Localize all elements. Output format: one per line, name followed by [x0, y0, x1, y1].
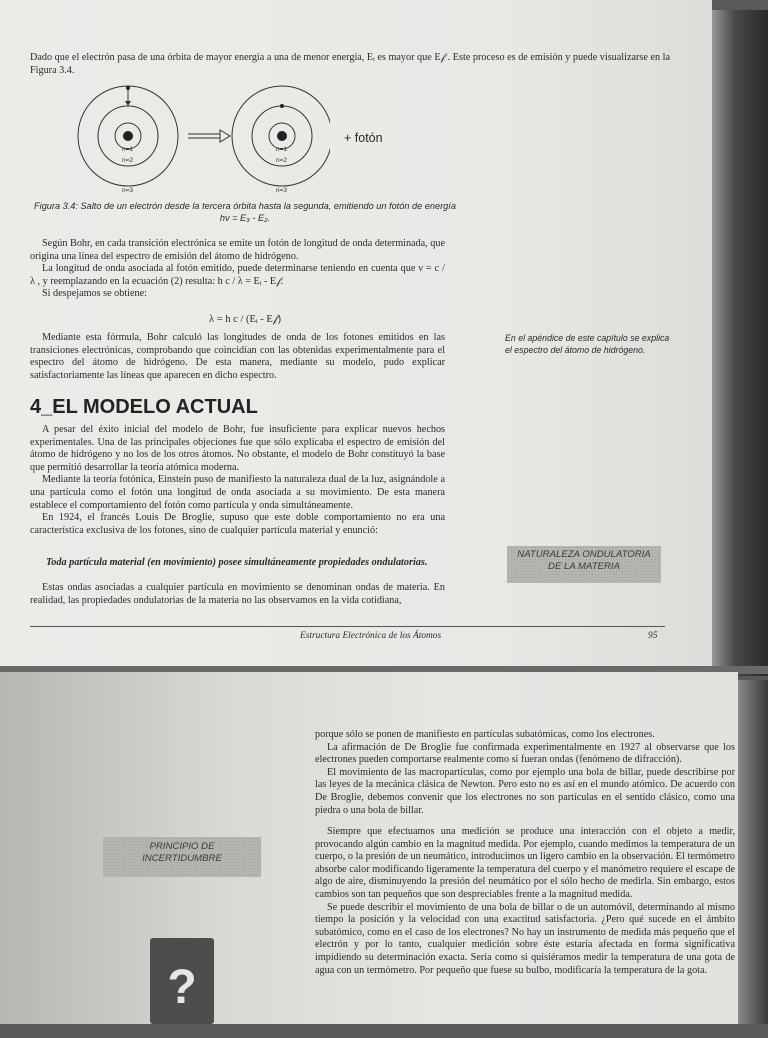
label-n2-left: n=2	[122, 157, 134, 164]
intro-paragraph: Dado que el electrón pasa de una órbita de mayor energía a una de menor energía, Eᵢ es mayor que E𝒻 . Este proceso es de emisión y puede visualizarse en la Figura 3.4.	[30, 52, 670, 76]
label-n2-right: n=2	[276, 157, 288, 164]
paragraph: Según Bohr, en cada transición electrónica se emite un fotón de longitud de onda determinada, que origina una línea del espectro de emisión del átomo de hidrógeno.	[30, 238, 445, 262]
upper-page-edge	[712, 10, 768, 676]
section-heading: 4_EL MODELO ACTUAL	[30, 396, 258, 418]
paragraph: porque sólo se ponen de manifiesto en partículas subatómicas, como los electrones.	[315, 729, 655, 740]
nucleus-left	[123, 131, 133, 141]
modern-model-paragraphs	[30, 424, 445, 537]
footer-rule	[30, 626, 665, 627]
matter-waves-paragraph: Estas ondas asociadas a cualquier partícula en movimiento se denominan ondas de materia. En realidad, las propiedades ondulatorias de la materia no las observamos en la vida cotidiana,	[30, 582, 445, 606]
transition-arrow	[220, 130, 230, 142]
label-n1-right: n=1	[276, 146, 288, 153]
bohr-conclusion: Mediante esta fórmula, Bohr calculó las longitudes de onda de los fotones emitidos en las transiciones electrónicas, comprobando que coincidían con las obtenidas experimentalmente para el espectro del átomo de hidrógeno. De esta manera, mediante su modelo, pudo explicar satisfactoriamente las líneas que aparecen en dicho espectro.	[30, 332, 445, 381]
wave-nature-box: NATURALEZA ONDULATORIA DE LA MATERIA	[507, 546, 661, 583]
paragraph: Si despejamos se obtiene:	[42, 288, 147, 300]
paragraph: A pesar del éxito inicial del modelo de Bohr, fue insuficiente para explicar nuevos hechos experimentales. Una de las principales objeciones fue que sólo explicaba el espectro de emisión del átomo de hidrógeno y no los de los otros átomos. No obstante, el modelo de Bohr constituyó la base que permitió desarrollar la teoría atómica moderna.	[30, 424, 445, 473]
nucleus-right	[277, 131, 287, 141]
page-number: 95	[648, 631, 658, 641]
wavelength-formula: λ = h c / (Eᵢ - E𝒻)	[209, 314, 281, 325]
paragraph: La afirmación de De Broglie fue confirmada experimentalmente en 1927 al observarse que los electrones pueden comportarse realmente como si fueran ondas (fenómeno de difracción).	[315, 741, 735, 766]
bohr-emission-figure	[70, 84, 330, 196]
label-n1-left: n=1	[122, 146, 134, 153]
paragraph: La longitud de onda asociada al fotón emitido, puede determinarse teniendo en cuenta que ν = c / λ , y reemplazando en la ecuación (2) resulta: h c / λ = Eᵢ - E𝒻.	[30, 263, 445, 287]
paragraph: En 1924, el francés Louis De Broglie, supuso que este doble comportamiento no era una característica exclusiva de los fotones, sino de cualquier partícula material y enunció:	[30, 512, 445, 536]
de-broglie-statement: Toda partícula material (en movimiento) posee simultáneamente propiedades ondulatorias.	[46, 557, 428, 568]
label-n3-left: n=3	[122, 187, 134, 194]
electron-left	[126, 86, 130, 90]
question-mark-icon: ?	[150, 938, 214, 1024]
bohr-paragraphs	[30, 238, 445, 301]
paragraph: Siempre que efectuamos una medición se produce una interacción con el objeto a medir, provocando algún cambio en la magnitud medida. Por ejemplo, cuando medimos la temperatura de un cuerpo, o la presión de un neumático, introducimos un ligero cambio en la observación. El termómetro absorbe calor modificando ligeramente la temperatura del cuerpo y el manómetro requiere el escape de algo de aire, disminuyendo la presión del neumático por el sólo hecho de medirla. Sin embargo, estos cambios son tan pequeños que son despreciables frente a la magnitud medida.	[315, 826, 735, 900]
electron-right	[280, 104, 284, 108]
running-footer: Estructura Electrónica de los Átomos	[300, 631, 442, 641]
label-n3-right: n=3	[276, 187, 288, 194]
paragraph: El movimiento de las macropartículas, como por ejemplo una bola de billar, puede describirse por las leyes de la mecánica clásica de Newton. Pero esto no es así en el mundo atómico. De acuerdo con De Broglie, debemos convenir que los electrones no son partículas en el sentido clásico, como una piedra o una bola de billar.	[315, 766, 735, 816]
appendix-note: En el apéndice de este capítulo se explica el espectro del átomo de hidrógeno.	[505, 333, 670, 355]
plus-photon-label: + fotón	[344, 131, 383, 145]
de-broglie-continuation	[315, 729, 735, 817]
figure-caption: Figura 3.4: Salto de un electrón desde la tercera órbita hasta la segunda, emitiendo un fotón de energía hν = E₃ - E₂.	[34, 201, 456, 223]
uncertainty-box: PRINCIPIO DE INCERTIDUMBRE	[103, 837, 261, 877]
lower-page-edge	[738, 680, 768, 1024]
uncertainty-paragraphs	[315, 826, 735, 977]
paragraph: Mediante la teoría fotónica, Einstein puso de manifiesto la naturaleza dual de la luz, asignándole a una partícula como el fotón una longitud de onda asociada a su movimiento. De esta manera establece el comportamiento del fotón como partícula y onda simultáneamente.	[30, 474, 445, 511]
paragraph: Se puede describir el movimiento de una bola de billar o de un automóvil, determinando al mismo tiempo la posición y la velocidad con una exactitud satisfactoria. ¿Pero qué sucede en el ámbito subatómico, como en el caso de los electrones? No hay un instrumento de medida más pequeño que el electrón y por lo tanto, cualquier medición sobre éste estaría afectada en forma significativa impidiendo su determinación exacta. Sería como si quisiéramos medir la temperatura de una gota de agua con un termómetro. Por pequeño que fuese su bulbo, modificaría la temperatura de la gota.	[315, 901, 735, 976]
